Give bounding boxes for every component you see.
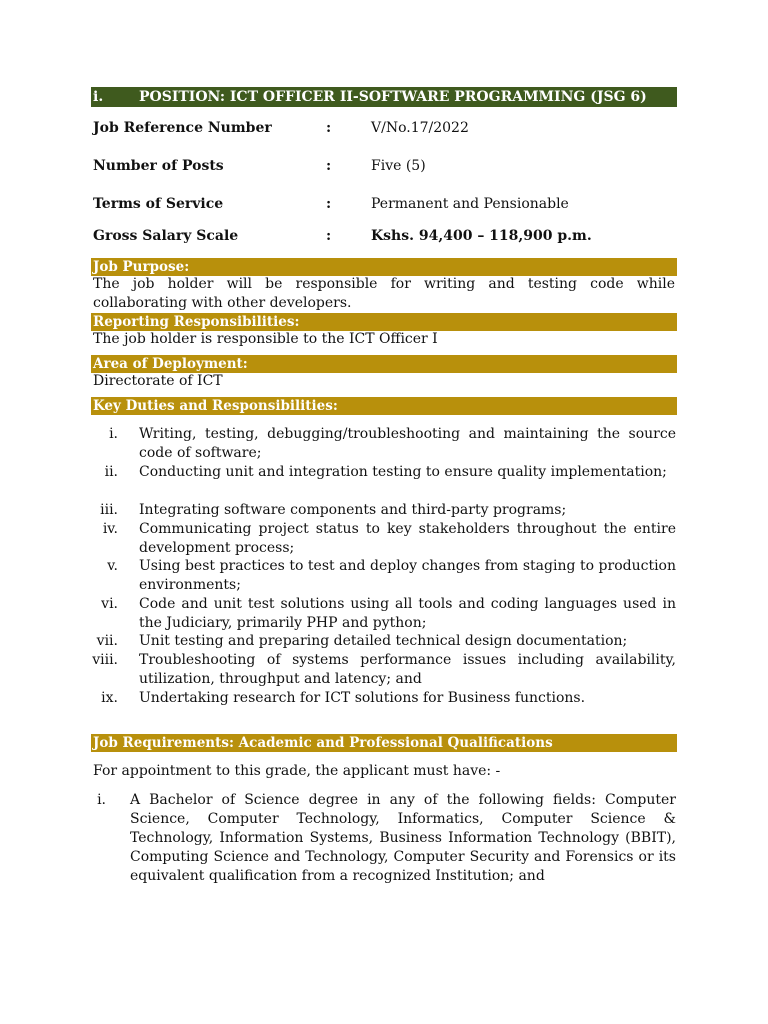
detail-colon: : <box>326 196 332 212</box>
detail-value: Five (5) <box>371 158 426 174</box>
detail-value: Permanent and Pensionable <box>371 196 569 212</box>
duty-marker: vii. <box>96 633 118 649</box>
detail-label: Job Reference Number <box>93 120 272 136</box>
section-heading-requirements: Job Requirements: Academic and Professional Qualifications <box>91 734 677 752</box>
detail-label: Gross Salary Scale <box>93 228 239 244</box>
detail-colon: : <box>326 228 332 244</box>
position-title: POSITION: ICT OFFICER II-SOFTWARE PROGRAMMING (JSG 6) <box>139 89 647 105</box>
duty-text: Unit testing and preparing detailed technical design documentation; <box>139 633 628 649</box>
deployment-text: Directorate of ICT <box>93 373 223 389</box>
section-heading-key-duties: Key Duties and Responsibilities: <box>91 397 677 415</box>
position-number: i. <box>93 89 104 105</box>
duty-text: Undertaking research for ICT solutions for Business functions. <box>139 690 586 706</box>
detail-value: V/No.17/2022 <box>371 120 469 136</box>
duty-text: Integrating software components and third-party programs; <box>139 502 567 518</box>
duty-text: Using best practices to test and deploy changes from staging to production environments; <box>139 558 676 593</box>
duty-marker: vi. <box>101 596 118 612</box>
detail-label: Terms of Service <box>93 196 224 212</box>
duty-marker: viii. <box>92 652 118 668</box>
reporting-text: The job holder is responsible to the ICT Officer I <box>93 331 438 347</box>
section-heading-reporting: Reporting Responsibilities: <box>91 313 677 331</box>
duty-marker: iii. <box>100 502 118 518</box>
duty-text: Code and unit test solutions using all tools and coding languages used in the Judiciary, primarily PHP and python; <box>139 596 676 631</box>
section-heading-deployment: Area of Deployment: <box>91 355 677 373</box>
duty-marker: ix. <box>101 690 118 706</box>
requirement-marker: i. <box>97 792 106 808</box>
job-purpose-text: The job holder will be responsible for writing and testing code while collaborating with other developers. <box>93 276 675 311</box>
duty-text: Communicating project status to key stakeholders throughout the entire development process; <box>139 521 676 556</box>
salary-value: Kshs. 94,400 – 118,900 p.m. <box>371 228 592 244</box>
duty-text: Writing, testing, debugging/troubleshooting and maintaining the source code of software; <box>139 426 676 461</box>
duty-marker: iv. <box>102 521 118 537</box>
section-heading-job-purpose: Job Purpose: <box>91 258 677 276</box>
detail-colon: : <box>326 120 332 136</box>
requirements-intro: For appointment to this grade, the applicant must have: - <box>93 763 501 779</box>
duty-marker: ii. <box>104 464 118 480</box>
requirement-text: A Bachelor of Science degree in any of the following fields: Computer Science, Computer Technology, Informatics, Computer Science & Technology, Information Systems, Business Information Technology (BBIT), Computing Science and Technology, Computer Security and Forensics or its equivalent qualification from a recognized Institution; and <box>130 792 676 884</box>
position-title-bar <box>91 87 677 107</box>
duty-marker: i. <box>109 426 118 442</box>
detail-label: Number of Posts <box>93 158 224 174</box>
detail-colon: : <box>326 158 332 174</box>
duty-text: Troubleshooting of systems performance issues including availability, utilization, throughput and latency; and <box>139 652 676 687</box>
duty-text: Conducting unit and integration testing to ensure quality implementation; <box>139 464 667 480</box>
duty-marker: v. <box>107 558 118 574</box>
